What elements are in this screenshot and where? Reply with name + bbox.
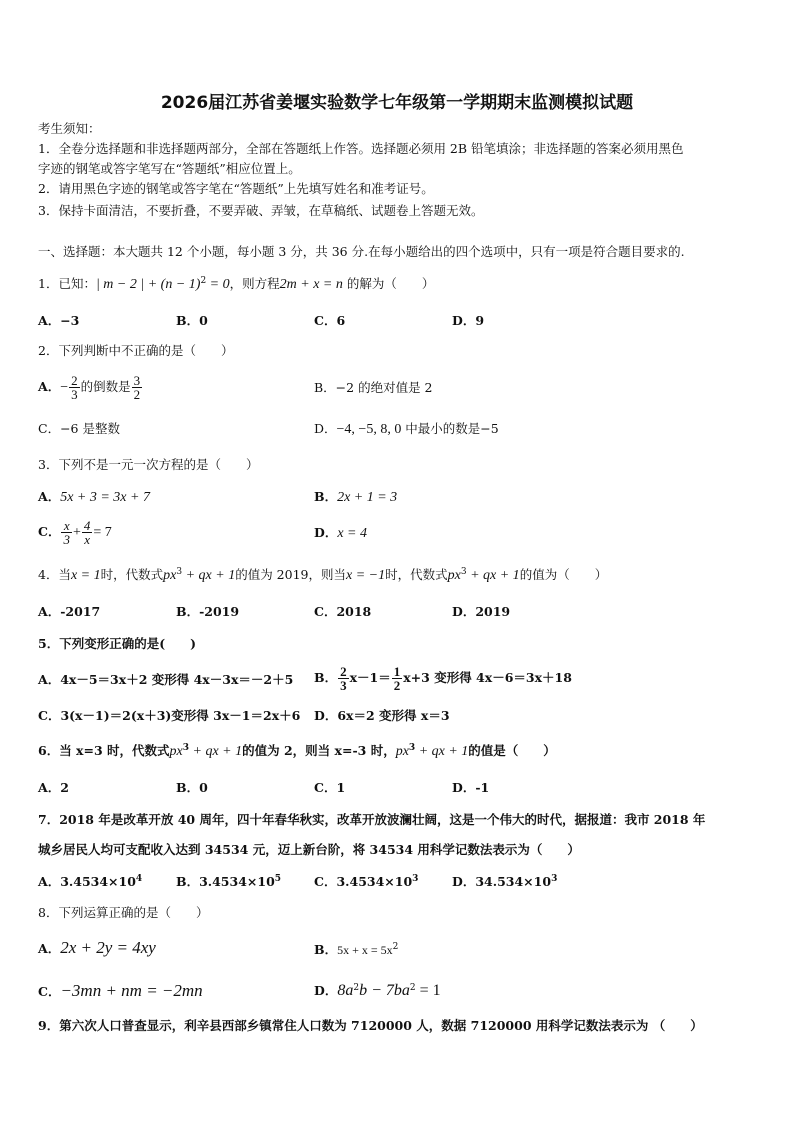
notice-line-1a: 1．全卷分选择题和非选择题两部分，全部在答题纸上作答。选择题必须用 2B 铅笔填涂；非选择题的答案必须用黑色 <box>38 141 684 156</box>
q3-d-label: D． <box>314 525 338 540</box>
q8-b-label: B． <box>314 942 338 957</box>
q3-option-c[interactable] <box>38 516 112 549</box>
q2-option-b[interactable]: B．−2 的绝对值是 2 <box>314 380 433 395</box>
q2-a-sign: − <box>60 380 69 395</box>
q7-b-base: B．3.4534×10 <box>176 874 275 889</box>
q5-option-c[interactable]: C．3(x－1)＝2(x＋3)变形得 3x－1＝2x＋6 <box>38 708 301 723</box>
q1-prefix: 1．已知： <box>38 276 96 291</box>
q2-d-post: 中最小的数是−5 <box>401 421 499 436</box>
q2-d-list: −4, −5, 8, 0 <box>336 422 402 437</box>
q6-exp: 3 <box>182 743 190 753</box>
q6-px: px <box>169 744 183 759</box>
q2-option-d[interactable] <box>314 421 499 438</box>
q2-a-fraction-1: $\frac{2}{3}$ <box>71 373 78 402</box>
q6-option-d[interactable]: D．-1 <box>452 780 490 795</box>
q8-a-label: A． <box>38 941 61 956</box>
q1-option-b[interactable]: B．0 <box>176 313 208 328</box>
q4-text-3: 时，代数式 <box>385 567 448 582</box>
section-heading: 一、选择题：本大题共 12 个小题，每小题 3 分，共 36 分.在每小题给出的四个选项中，只有一项是符合题目要求的. <box>38 244 685 259</box>
q8-d-part-1: 8a <box>337 982 354 999</box>
q8-c-expr: −3mn + nm = −2mn <box>60 981 203 1000</box>
notice-line-1b: 字迹的钢笔或答字笔写在“答题纸”相应位置上。 <box>38 161 301 176</box>
q6-exp-2: 3 <box>408 743 416 753</box>
q3-b-expr: 2x + 1 = 3 <box>337 490 398 505</box>
q6-px-2: px <box>395 744 409 759</box>
q8-option-b[interactable] <box>314 942 398 958</box>
page-title: 2026届江苏省姜堰实验数学七年级第一学期期末监测模拟试题 <box>160 93 634 113</box>
q3-c-plus: + <box>72 525 81 540</box>
q7-a-exp: 4 <box>135 874 143 884</box>
q6-prefix: 6．当 x=3 时，代数式 <box>38 743 170 758</box>
q1-option-a[interactable]: A．−3 <box>38 313 80 328</box>
q8-option-c[interactable] <box>38 983 203 1000</box>
q3-option-d[interactable] <box>314 525 367 542</box>
q8-stem: 8．下列运算正确的是（ ） <box>38 905 209 920</box>
q7-b-exp: 5 <box>274 874 282 884</box>
q2-a-mid: 的倒数是 <box>80 379 131 394</box>
q9-stem: 9．第六次人口普查显示，利辛县西部乡镇常住人口数为 7120000 人，数据 7120000 用科学记数法表示为 （ ） <box>38 1018 703 1033</box>
q3-c-fraction-2: $\frac{4}{x}$ <box>83 518 91 547</box>
q5-b-fraction-2: $\frac{1}{2}$ <box>393 664 401 693</box>
q4-exp: 3 <box>176 567 183 577</box>
q8-d-part-3: = 1 <box>415 982 441 999</box>
q7-d-base: D．34.534×10 <box>452 874 552 889</box>
q8-c-label: C． <box>38 984 61 999</box>
q7-option-d[interactable] <box>452 874 557 890</box>
q1-expr: | m − 2 | + (n − 1) <box>95 277 201 292</box>
q5-option-b[interactable] <box>314 663 572 693</box>
q8-b-exp: 2 <box>392 942 399 952</box>
q8-b-expr: 5x + x = 5x <box>337 943 393 957</box>
q7-option-b[interactable] <box>176 874 281 890</box>
q3-d-expr: x = 4 <box>337 526 368 541</box>
q5-b-fraction-1: $\frac{2}{3}$ <box>340 664 347 693</box>
q4-option-d[interactable]: D．2019 <box>452 604 511 619</box>
q1-equation: 2m + x = n <box>279 277 343 292</box>
q5-stem: 5．下列变形正确的是( ) <box>38 636 197 651</box>
question-6 <box>38 743 556 760</box>
q4-prefix: 4．当 <box>38 567 71 582</box>
q4-option-c[interactable]: C．2018 <box>314 604 372 619</box>
q7-d-exp: 3 <box>551 874 558 884</box>
q1-mid: ，则方程 <box>229 276 280 291</box>
q5-b-post: x+3 变形得 4x－6＝3x＋18 <box>403 670 572 685</box>
q7-c-exp: 3 <box>412 874 419 884</box>
q6-option-a[interactable]: A．2 <box>38 780 69 795</box>
q4-px: px <box>163 568 177 583</box>
q5-b-mid: x－1＝ <box>349 670 391 685</box>
q1-exponent: 2 <box>200 276 207 286</box>
q3-a-label: A． <box>38 489 61 504</box>
q1-expr-end: = 0 <box>206 277 230 292</box>
q6-option-c[interactable]: C．1 <box>314 780 346 795</box>
q1-option-c[interactable]: C．6 <box>314 313 346 328</box>
q5-option-d[interactable]: D．6x＝2 变形得 x＝3 <box>314 708 450 723</box>
q6-rest-2: + qx + 1 <box>415 744 469 759</box>
q8-d-exp-2: 2 <box>409 983 416 993</box>
q3-c-eq: = 7 <box>93 525 112 540</box>
q2-stem: 2．下列判断中不正确的是（ ） <box>38 343 234 358</box>
q6-mid: 的值为 2，则当 x=-3 时， <box>242 743 396 758</box>
notice-line-2: 2．请用黑色字迹的钢笔或答字笔在“答题纸”上先填写姓名和准考证号。 <box>38 181 434 196</box>
q7-option-a[interactable] <box>38 874 142 890</box>
q4-rest-2: + qx + 1 <box>466 568 520 583</box>
q3-c-fraction-1: $\frac{x}{3}$ <box>63 518 70 547</box>
q3-a-expr: 5x + 3 = 3x + 7 <box>60 490 150 505</box>
q5-option-a[interactable]: A．4x－5＝3x＋2 变形得 4x－3x＝－2＋5 <box>38 672 294 687</box>
q4-exp-2: 3 <box>460 567 467 577</box>
q7-line-1: 7．2018 年是改革开放 40 周年，四十年春华秋实，改革开放波澜壮阔，这是一个伟大的时代，据报道：我市 2018 年 <box>38 812 706 827</box>
q7-line-2: 城乡居民人均可支配收入达到 34534 元，迈上新台阶，将 34534 用科学记数法表示为（ ） <box>38 842 580 857</box>
q4-rest: + qx + 1 <box>182 568 236 583</box>
q2-option-a[interactable] <box>38 372 143 403</box>
notice-line-3: 3．保持卡面清洁，不要折叠，不要弄破、弄皱，在草稿纸、试题卷上答题无效。 <box>38 203 484 218</box>
q3-stem: 3．下列不是一元一次方程的是（ ） <box>38 457 259 472</box>
q4-option-a[interactable]: A．-2017 <box>38 604 101 619</box>
q7-a-base: A．3.4534×10 <box>38 874 136 889</box>
q4-text-1: 时，代数式 <box>100 567 164 582</box>
q7-option-c[interactable] <box>314 874 418 890</box>
q2-a-fraction-2: $\frac{3}{2}$ <box>133 373 141 402</box>
q4-cond-1: x = 1 <box>70 568 101 583</box>
q5-b-label: B． <box>314 670 338 685</box>
q4-text-4: 的值为（ ） <box>519 567 608 582</box>
q8-d-part-2: b − 7ba <box>359 982 410 999</box>
q3-option-a[interactable] <box>38 489 150 506</box>
q6-post: 的值是（ ） <box>468 743 556 758</box>
q1-option-d[interactable]: D．9 <box>452 313 485 328</box>
q8-a-expr: 2x + 2y = 4xy <box>60 938 156 957</box>
q8-d-label: D． <box>314 983 338 998</box>
q3-b-label: B． <box>314 489 338 504</box>
q2-option-c[interactable]: C．−6 是整数 <box>38 421 120 436</box>
notice-heading: 考生须知： <box>38 121 101 136</box>
q8-d-exp-1: 2 <box>353 983 360 993</box>
q4-px-2: px <box>447 568 461 583</box>
q8-option-a[interactable] <box>38 940 156 957</box>
q6-option-b[interactable]: B．0 <box>176 780 208 795</box>
q7-c-base: C．3.4534×10 <box>314 874 413 889</box>
q3-option-b[interactable] <box>314 489 397 506</box>
q4-text-2: 的值为 2019，则当 <box>235 567 346 582</box>
question-1 <box>38 276 434 293</box>
q6-rest: + qx + 1 <box>189 744 243 759</box>
question-4 <box>38 567 607 584</box>
q1-post: 的解为（ ） <box>342 276 435 291</box>
q8-option-d[interactable] <box>314 983 441 999</box>
q3-c-label: C． <box>38 524 61 539</box>
q4-cond-2: x = −1 <box>346 568 386 583</box>
q2-a-label: A． <box>38 379 61 394</box>
q2-d-label: D． <box>314 421 337 436</box>
q4-option-b[interactable]: B．-2019 <box>176 604 240 619</box>
